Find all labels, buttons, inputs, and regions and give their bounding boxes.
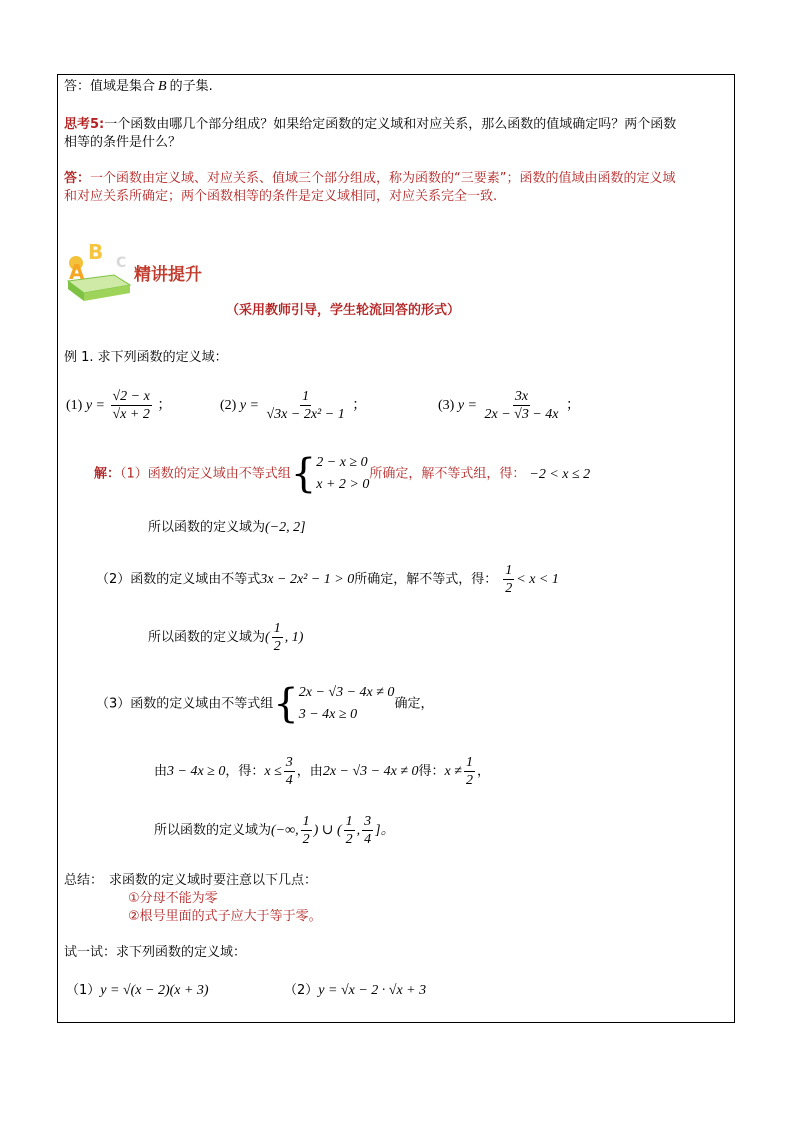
s3-ineq-2: 3 − 4x ≥ 0 (298, 707, 358, 722)
try-q2-label: （2） (284, 983, 319, 998)
think5-label: 思考5: (64, 117, 105, 132)
p2-end: ； (352, 398, 367, 413)
s3-conclusion (154, 811, 395, 851)
solution-2 (96, 560, 559, 600)
abc-book-icon (62, 233, 134, 305)
s3-a: (−∞, (271, 823, 299, 838)
s3-res1-den: 4 (285, 773, 293, 788)
answer-label: 答： (64, 79, 91, 94)
summary-label: 总结： (64, 873, 104, 888)
s2-res-frac (503, 562, 514, 597)
problem-3 (438, 386, 580, 426)
s1-conclusion (148, 519, 306, 537)
s3-a-num: 1 (302, 814, 310, 829)
s3-res1-pre: x ≤ (264, 764, 282, 779)
p3-numerator: 3x (514, 389, 529, 405)
s3-comma: , (356, 823, 361, 838)
solution-1 (94, 452, 590, 497)
summary-item-2: ②根号里面的式子应大于等于零。 (128, 909, 322, 924)
p2-fraction (265, 388, 347, 423)
s3-res1-frac (284, 754, 295, 789)
s3-b-den: 2 (345, 832, 353, 847)
answer-tail: 的子集. (169, 79, 213, 94)
p1-denominator: √x + 2 (112, 407, 150, 423)
s3-end: ]。 (375, 823, 395, 838)
s2-ineq: 3x − 2x² − 1 > 0 (260, 572, 355, 587)
s2-pre: （2）函数的定义域由不等式 (96, 572, 261, 587)
s2-conc-text: 所以函数的定义域为 (148, 630, 266, 645)
s3-a-den: 2 (302, 832, 310, 847)
s3-ineq-1: 2x − √3 − 4x ≠ 0 (298, 685, 395, 700)
logo-letter-b: B (88, 240, 104, 264)
p2-denominator: √3x − 2x² − 1 (266, 407, 345, 423)
s2-int-den: 2 (273, 639, 281, 654)
s2-int-frac (272, 620, 283, 655)
s1-ineq-2: x + 2 > 0 (316, 477, 370, 492)
logo-letter-c: C (116, 255, 127, 271)
s3-c-num: 3 (364, 814, 372, 829)
s1-system (316, 452, 369, 496)
s3-res2-den: 2 (465, 773, 473, 788)
s3-ineq1: 3 − 4x ≥ 0 (167, 764, 226, 779)
solution-3 (96, 682, 433, 727)
s3-res2-tail: ， (476, 764, 490, 779)
s1-ineq-1: 2 − x ≥ 0 (316, 455, 368, 470)
problem-2 (220, 386, 366, 426)
p1-fraction (111, 388, 152, 423)
s1-result: −2 < x ≤ 2 (529, 466, 591, 482)
p2-lhs: y = (239, 398, 259, 413)
problem-1 (66, 386, 171, 426)
set-var: B (158, 79, 167, 94)
s1-pre: （1）函数的定义域由不等式组 (120, 466, 291, 482)
s3-get2: 得： (418, 764, 445, 779)
p1-numerator: √2 − x (112, 389, 150, 405)
section-title: 精讲提升 (134, 265, 202, 285)
p3-lhs: y = (457, 398, 477, 413)
p3-fraction (483, 388, 561, 423)
s3-res1-num: 3 (285, 755, 293, 770)
s3-c-frac (362, 813, 373, 848)
s2-int-num: 1 (273, 621, 281, 636)
s3-get1: ，得： (225, 764, 265, 779)
try-intro: 试一试：求下列函数的定义域： (64, 945, 247, 960)
p2-label: (2) (220, 398, 237, 413)
s1-conc-text: 所以函数的定义域为 (148, 520, 266, 535)
try-q1-label: （1） (66, 983, 101, 998)
s3-from1: 由 (154, 764, 168, 779)
p3-label: (3) (438, 398, 455, 413)
s3-c-den: 4 (364, 832, 372, 847)
s3-ineq2: 2x − √3 − 4x ≠ 0 (322, 764, 419, 779)
try-q1 (66, 982, 209, 1000)
solution-label: 解： (94, 466, 121, 482)
summary (64, 872, 317, 890)
s3-b-num: 1 (345, 814, 353, 829)
p1-label: (1) (66, 398, 83, 413)
summary-text: 求函数的定义域时要注意以下几点： (109, 873, 318, 888)
try-q2-formula: y = √x − 2 · √x + 3 (318, 983, 427, 998)
s1-interval: (−2, 2] (265, 520, 306, 535)
s1-post: 所确定，解不等式组，得： (369, 466, 526, 482)
s2-int-close: , 1) (284, 630, 304, 645)
p1-lhs: y = (85, 398, 105, 413)
abc-book-logo (62, 233, 134, 305)
example-intro: 例 1. 求下列函数的定义域： (64, 350, 228, 365)
p3-end: ； (566, 398, 581, 413)
s3-brace: { (273, 681, 299, 727)
s2-int-open: ( (265, 630, 270, 645)
p2-numerator: 1 (302, 389, 310, 405)
try-q2 (284, 982, 426, 1000)
s3-conc-text: 所以函数的定义域为 (154, 823, 272, 838)
s1-brace: { (290, 451, 317, 497)
s3-a-frac (301, 813, 312, 848)
answer-text: 值域是集合 (90, 79, 156, 94)
s3-union: ) ∪ ( (313, 823, 342, 838)
s3-res2-num: 1 (465, 755, 473, 770)
answer2-text-1: 一个函数由定义域、对应关系、值域三个部分组成，称为函数的“三要素”；函数的值域由函数的定义域 (90, 171, 676, 186)
s2-res-den: 2 (505, 581, 513, 596)
answer-1 (64, 78, 213, 96)
answer2-label: 答： (64, 171, 91, 186)
s2-conclusion (148, 618, 303, 658)
try-q1-formula: y = √(x − 2)(x + 3) (100, 983, 209, 998)
s2-post: 所确定，解不等式，得： (354, 572, 498, 587)
s2-res-num: 1 (505, 563, 513, 578)
s3-post: 确定， (394, 696, 434, 712)
answer2-line2: 和对应关系所确定；两个函数相等的条件是定义域相同，对应关系完全一致. (64, 189, 498, 204)
s3-system (299, 682, 395, 726)
section-subtitle: （采用教师引导，学生轮流回答的形式） (226, 303, 461, 318)
think5-line1 (64, 116, 676, 134)
s3-res2-frac (464, 754, 475, 789)
s3-derivation (154, 752, 490, 792)
s3-from2: ，由 (296, 764, 323, 779)
p3-denominator: 2x − √3 − 4x (484, 407, 559, 423)
s3-res2-pre: x ≠ (444, 764, 462, 779)
s3-pre: （3）函数的定义域由不等式组 (96, 696, 274, 712)
p1-end: ； (157, 398, 172, 413)
s2-res-tail: < x < 1 (516, 572, 559, 587)
answer2-line1 (64, 170, 676, 188)
summary-item-1: ①分母不能为零 (128, 891, 218, 906)
think5-line2: 相等的条件是什么？ (64, 135, 182, 150)
logo-letter-a: A (69, 260, 85, 284)
think5-text-1: 一个函数由哪几个部分组成？如果给定函数的定义域和对应关系，那么函数的值域确定吗？两个函数 (104, 117, 677, 132)
s3-b-frac (344, 813, 355, 848)
